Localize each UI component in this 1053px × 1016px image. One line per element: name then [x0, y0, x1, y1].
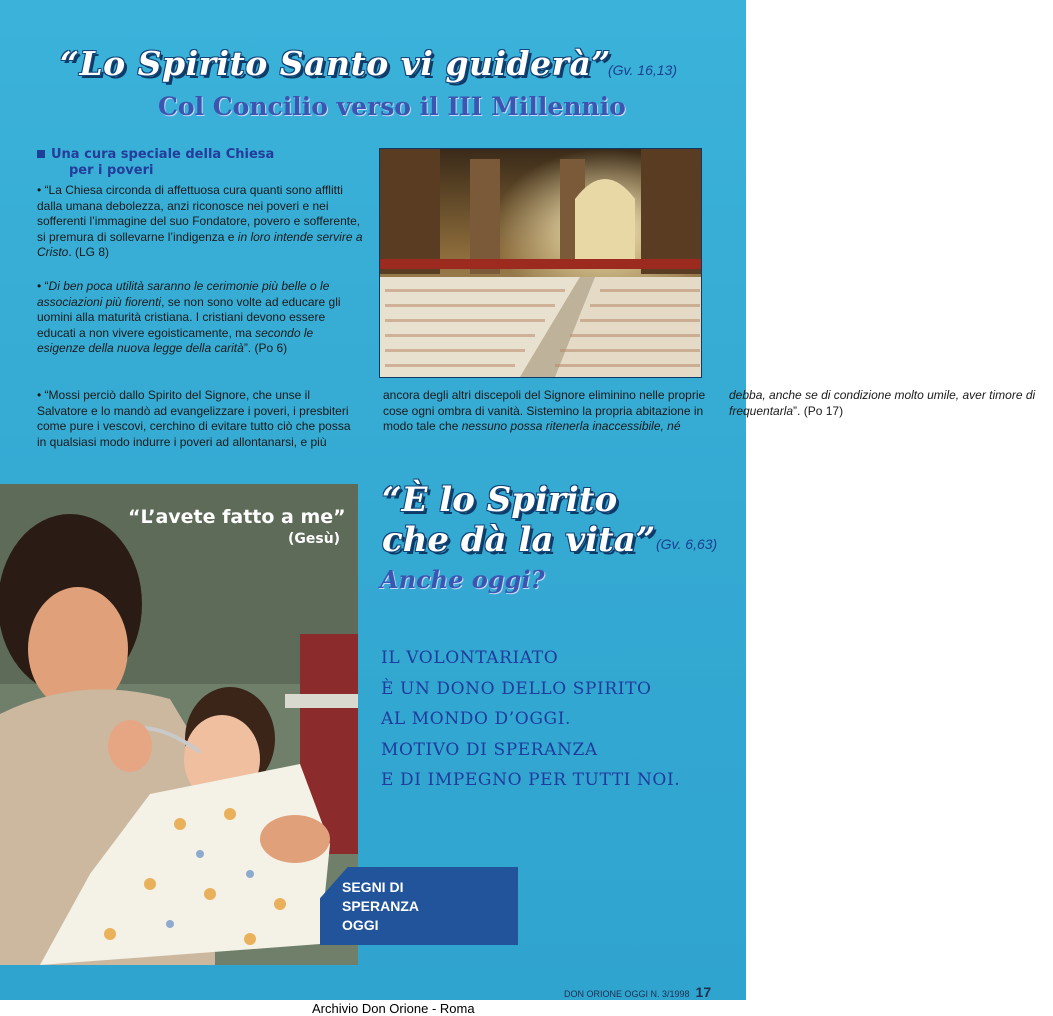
poem-line: IL VOLONTARIATO — [381, 648, 559, 668]
council-basilica-photo — [379, 148, 702, 378]
p3-ref: ”. (Po 17) — [793, 403, 844, 418]
p2-emphasis2: secondo le esigenze della nuova legge della carità — [37, 325, 314, 356]
left-column — [37, 183, 363, 369]
section-heading — [37, 147, 274, 179]
second-title-reference: (Gv. 6,63) — [656, 536, 718, 552]
page-number: 17 — [695, 984, 712, 1000]
paragraph-po17 — [37, 388, 1053, 464]
square-bullet-icon — [37, 150, 45, 158]
p2-ref: ”. (Po 6) — [243, 341, 288, 356]
gospel-quote: “L’avete fatto a me” — [128, 506, 346, 528]
poem-line: E DI IMPEGNO PER TUTTI NOI. — [381, 770, 681, 790]
p1-emphasis: in loro intende servire a Cristo — [37, 229, 363, 260]
hope-signs-label — [342, 878, 419, 935]
badge-line1: SEGNI DI — [342, 879, 404, 895]
feeding-illustration — [0, 484, 358, 965]
poem-line: MOTIVO DI SPERANZA — [381, 739, 598, 760]
poem-line: È UN DONO DELLO SPIRITO — [381, 678, 652, 699]
p3-text: • “Mossi perciò dallo Spirito del Signore, che unse il Salvatore e lo mandò ad evangelizzare i poveri, i presbiteri come pure i vescovi, cerchino di evitare tutto ciò che possa in qualsiasi modo indurre i poveri ad allontanarsi, e più ancora degli altri discepoli del Signore eliminino nelle proprie cose ogni ombra di vanità. Sistemino la propria abitazione in modo tale che — [37, 388, 706, 449]
p2-emphasis1: Di ben poca utilità saranno le cerimonie più belle o le associazioni più fiorenti — [37, 278, 330, 309]
page-footer — [564, 984, 711, 1000]
p3-emphasis: nessuno possa ritenerla inaccessibile, né debba, anche se di condizione molto umile, aver timore di frequentarla — [461, 388, 1036, 434]
p1-text: • “La Chiesa circonda di affettuosa cura quanti sono afflitti dalla umana debolezza, anzi riconosce nei poveri e nei sofferenti l’immagine del suo Fondatore, povero e sofferente, si premura di sollevarne l’indigenza e — [37, 183, 361, 244]
badge-line2: SPERANZA — [342, 898, 420, 914]
p2-text: , se non sono volte ad educare gli uomini alla maturità cristiana. I cristiani devono essere educati a non vivere egoisticamente, ma — [37, 294, 341, 340]
main-subtitle: Col Concilio verso il III Millennio — [158, 92, 626, 121]
main-title-reference: (Gv. 16,13) — [608, 62, 677, 78]
archive-credit: Archivio Don Orione - Roma — [312, 1001, 475, 1016]
second-subtitle: Anche oggi? — [380, 565, 545, 594]
quote-author: (Gesù) — [288, 531, 341, 547]
feeding-child-photo — [0, 484, 358, 965]
paragraph-po6 — [37, 279, 363, 357]
second-title-line2: che dà la vita” — [382, 520, 656, 560]
second-title — [382, 480, 655, 560]
bottom-two-column-text — [37, 388, 1036, 464]
volunteering-poem — [381, 643, 680, 796]
basilica-illustration — [380, 149, 701, 377]
poem-line: AL MONDO D’OGGI. — [381, 709, 572, 729]
p1-ref: . (LG 8) — [68, 245, 110, 260]
paragraph-lg8 — [37, 183, 363, 261]
p2-open: • “ — [37, 278, 49, 293]
section-heading-line1: Una cura speciale della Chiesa — [51, 147, 275, 162]
main-title: “Lo Spirito Santo vi guiderà” — [60, 44, 611, 83]
second-title-line1: “È lo Spirito — [382, 480, 618, 520]
magazine-issue: DON ORIONE OGGI N. 3/1998 — [564, 989, 690, 999]
badge-line3: OGGI — [342, 917, 379, 933]
section-heading-line2: per i poveri — [69, 163, 154, 178]
